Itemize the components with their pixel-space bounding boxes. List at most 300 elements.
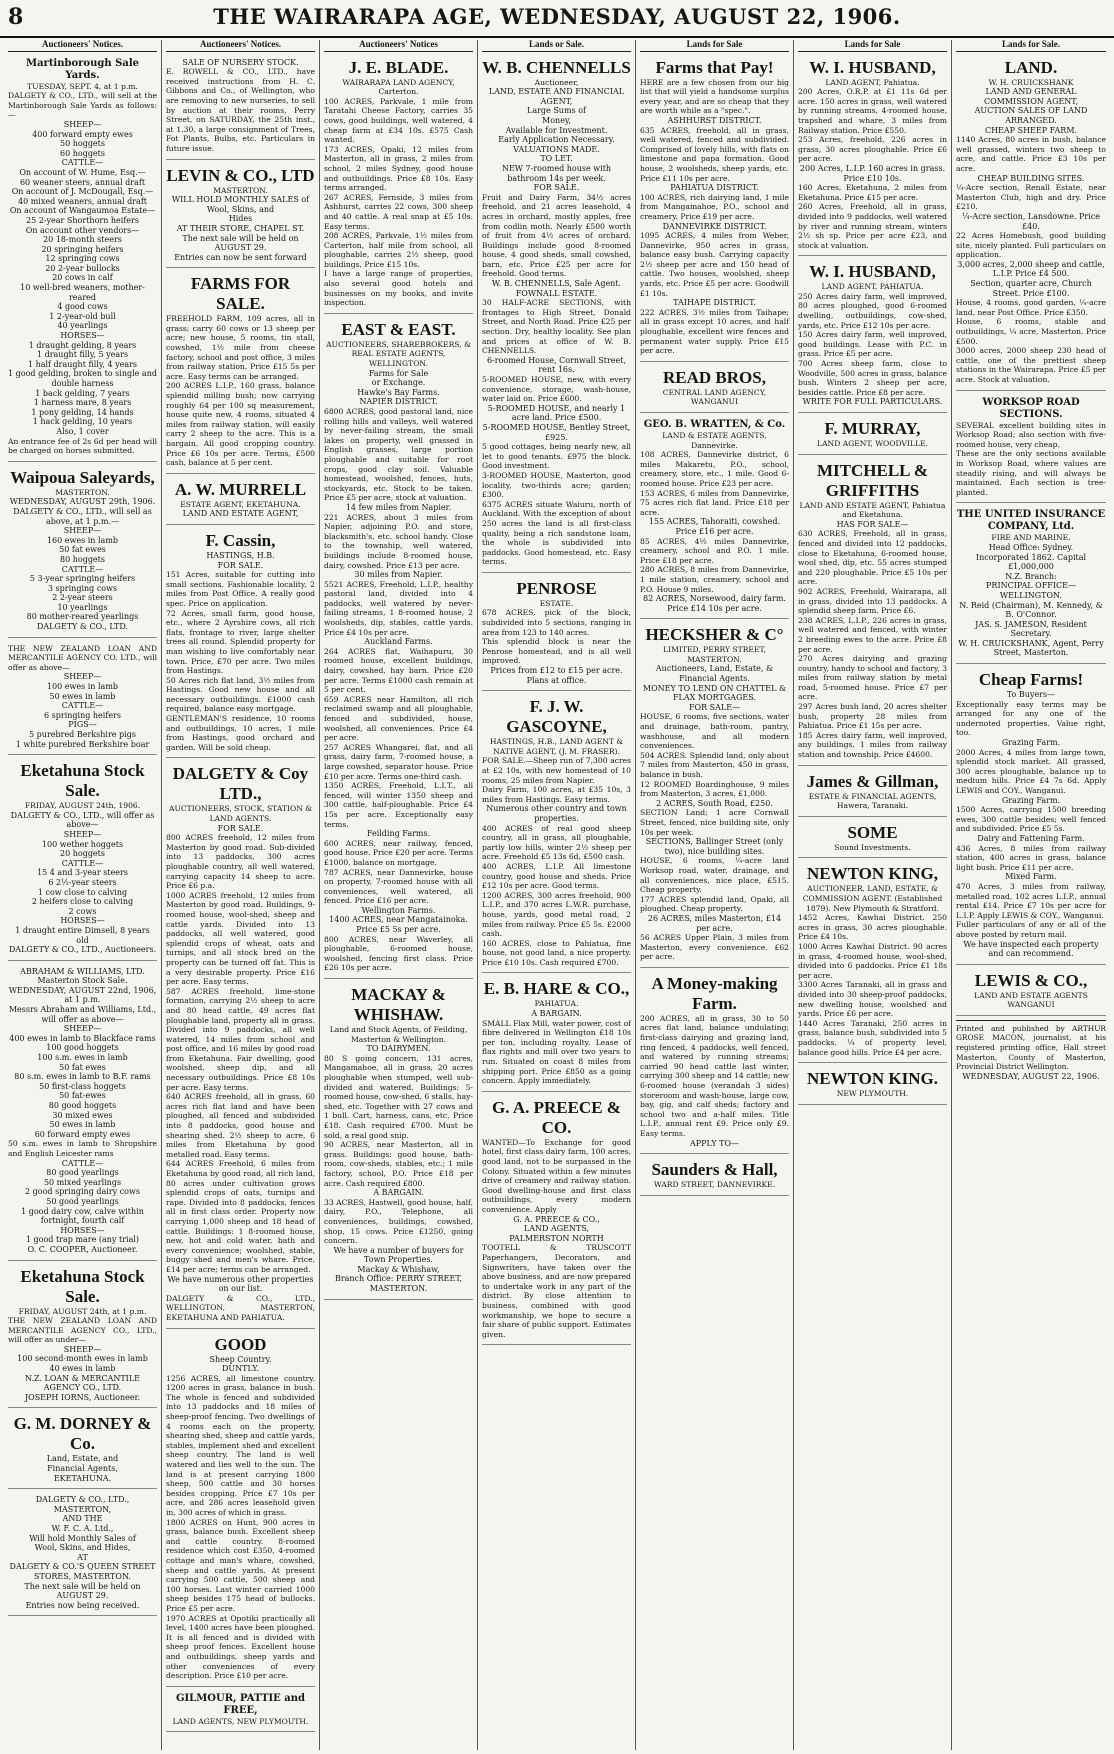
ad-line: 160 ewes in lamb: [46, 535, 119, 545]
ad-line: 222 ACRES, 3½ miles from Taihape; all in grass except 10 acres, and half ploughable, excellent wire fences and permanent water supply. Price £15 per acre.: [640, 307, 789, 356]
ad-line: 200 Acres, O.R.P. at £1 11s 6d per acre. 150 acres in grass, well watered by running streams, 4-roomed house, trapshed and whare, 3 miles from Railway station. Price £550.: [798, 87, 947, 135]
advertisement: [798, 260, 947, 413]
ad-line: 20 springing heifers: [41, 244, 124, 254]
ad-subheading: LAND AGENT, WOODVILLE.: [817, 439, 928, 448]
ad-line: Entries can now be sent forward: [174, 252, 307, 262]
ad-line: On account of W. Hume, Esq.—: [19, 167, 146, 177]
ad-line: DALGETY & CO., LTD., MASTERTON,: [35, 1495, 130, 1514]
ad-line: DALGETY & CO., LTD., Auctioneers.: [8, 945, 157, 955]
ad-heading: HECKSHER & C°: [645, 625, 784, 645]
ad-line: VALUATIONS MADE.: [513, 144, 600, 154]
ad-heading: SOME: [847, 822, 898, 842]
ad-line: 177 ACRES splendid land, Opaki, all ploughed. Cheap property.: [640, 894, 789, 914]
ad-subheading: LAND AGENT, Pahiatua.: [825, 77, 920, 87]
ad-heading: FARMS FOR SALE.: [190, 274, 291, 314]
ad-line: 200 Acres, L.I.P. 160 acres in grass. Price £10 10s.: [799, 163, 946, 183]
ad-line: Wool, Skins, and Hides,: [34, 1543, 131, 1553]
advertisement: [324, 56, 473, 314]
ad-line: PRINCIPAL OFFICE—WELLINGTON.: [986, 581, 1076, 600]
ad-line: These are the only sections available in Worksop Road, where values are steadily rising, and will always be maintained. Each section is tree-planted.: [956, 449, 1106, 497]
ad-line: GENTLEMAN'S residence, 10 rooms and outbuildings, 10 acres, 1 mile from Hastings, good orchard and garden. Will be sold cheap.: [166, 714, 315, 752]
ad-line: 1 cow close to calving: [37, 887, 128, 897]
advertisement: [640, 1158, 789, 1196]
ad-subheading: Sound Investments.: [834, 842, 911, 852]
ad-line: 2000 Acres, 4 miles from large town, splendid stock market. All grassed, 300 acres ploughable, balance up to medium hills. Price £4 7s 6d. Apply LEWIS and COY., Wanganui.: [956, 747, 1106, 795]
ad-subheading: FIRE AND MARINE.: [991, 533, 1071, 543]
ad-heading: NEWTON KING.: [807, 1069, 938, 1089]
ad-heading: EAST & EAST.: [341, 319, 456, 339]
ad-line: W. H. CRUICKSHANK, Agent, Perry Street, Masterton.: [958, 638, 1104, 658]
ad-subheading: LAND AND ESTATE AGENT, Pahiatua and Eketahuna.: [799, 500, 946, 520]
ad-line: 400 ACRES, L.I.P. All limestone country, good house and sheds. Price £12 10s per acre. Good terms.: [482, 861, 631, 891]
ad-line: 1 good gelding, broken to single and double harness: [8, 369, 157, 388]
ad-line: LAND, ESTATE AND FINANCIAL AGENT,: [488, 87, 625, 106]
ad-subheading: LAND AND ESTATE AGENTS WANGANUI: [974, 990, 1088, 1010]
ad-line: Prices from £12 to £15 per acre. Plans at office.: [490, 666, 623, 685]
column-header: Lands for Sale.: [956, 40, 1106, 52]
ad-line: 30 HALF-ACRE SECTIONS, with frontages to High Street, Donald Street, and North Road. Price £25 per section. Dry, healthy locality. See plan and prices at office of W. B. CHENNELLS.: [482, 298, 631, 356]
ad-line: 1 harness mare, 8 years: [33, 398, 132, 408]
ad-line: 60 weaner steers, annual draft: [19, 177, 146, 187]
column-3: [320, 40, 478, 1750]
colophon: Printed and published by ARTHUR GROSE MACON, journalist, at his registered printing office, Hall street Masterton, County of Masterton, Provincial District Wellington.: [956, 1020, 1106, 1072]
ad-line: AUGUST 29.: [214, 243, 267, 253]
ad-line: 659 ACRES near Hamilton, all rich reclaimed swamp and all ploughable, fenced and subdivided, house, woolshed, all conveniences. Price £4 per acre.: [324, 694, 473, 743]
ad-line: 1 draught entire Dimsell, 8 years old: [15, 925, 150, 945]
ad-line: The next sale will be held on AUGUST 29.: [24, 1581, 141, 1601]
ad-line: 400 ewes in lamb to Blackface rams: [9, 1033, 156, 1043]
ad-line: 26 ACRES, miles Masterton, £14 per acre.: [647, 913, 782, 933]
advertisement: [166, 272, 315, 474]
ad-line: FOR SALE—: [688, 702, 741, 712]
ad-heading: Cheap Farms!: [978, 670, 1084, 690]
ad-heading: G. A. PREECE & CO.: [492, 1097, 621, 1137]
ad-heading: A Money-making Farm.: [651, 973, 778, 1013]
ad-heading: W. B. CHENNELLS: [482, 57, 631, 77]
ad-line: 160 ACRES, close to Pahiatua, fine house, not good land, a nice property. Price £10 10s. Cash required £700.: [482, 938, 631, 967]
ad-line: Will hold Monthly Sales of: [29, 1533, 136, 1543]
ad-line: THE NEW ZEALAND LOAN AND MERCANTILE AGENCY CO. LTD., will offer as above—: [8, 643, 157, 672]
ad-line: DUNTLY.: [221, 1364, 260, 1374]
ad-line: 80 s.m. ewes in lamb to B.F. rams: [14, 1072, 151, 1082]
ad-heading: F. J. W. GASCOYNE,: [506, 697, 607, 737]
ad-line: 10 well-bred weaners, mother-reared: [20, 283, 145, 302]
advertisement: [324, 983, 473, 1300]
advertisement: [798, 459, 947, 766]
ad-line: 56 ACRES Upper Plain, 3 miles from Masterton, every convenience. £62 per acre.: [640, 933, 789, 962]
ad-line: 1 back gelding, 7 years: [35, 388, 130, 398]
ad-line: E. ROWELL & CO., LTD., have received instructions from H. C. Gibbons and Co., of Wellington, who are removing to new nurseries, to sell by auction at their rooms, Perry Street, on SATURDAY, the 25th inst., at 1.30, a large consignment of Trees, Fot Plants, Bulbs, etc. Particulars in future issue.: [166, 67, 315, 153]
ad-line: WEDNESDAY, AUGUST 22nd, 1906, at 1 p.m.: [8, 985, 157, 1005]
ad-heading: E. B. HARE & CO.,: [483, 979, 630, 999]
ad-line: 1 white purebred Berkshire boar: [15, 739, 150, 749]
ad-line: N. Reid (Chairman), M. Kennedy, & B. O'Connor.: [959, 600, 1103, 620]
ad-line: APPLY TO—: [689, 1138, 740, 1148]
ad-subheading: HASTINGS, H.B., LAND AGENT & NATIVE AGENT, (J. M. FRASER).: [489, 737, 624, 756]
ad-line: 1140 Acres, 80 acres in bush, balance well grassed, winters two sheep to acre, and cattle. Price £3 10s per acre.: [956, 135, 1106, 173]
newspaper-title: THE WAIRARAPA AGE, WEDNESDAY, AUGUST 22, 1906.: [213, 4, 901, 29]
ad-heading: GILMOUR, PATTIE and FREE,: [175, 1692, 306, 1716]
ad-subheading: WARD STREET, DANNEVIRKE.: [653, 1180, 776, 1190]
ad-line: 5-ROOMED HOUSE, and nearly 1 acre land. Price £500.: [487, 403, 626, 423]
ad-line: 400 ACRES of real good sheep country, all in grass, all ploughable, partly low hills, winter 2½ sheep per acre. Freehold £5 13s 6d, £500 cash.: [482, 823, 631, 862]
ad-heading: READ BROS,: [663, 367, 766, 387]
ad-line: 6 springing heifers: [44, 710, 121, 720]
ad-line: 100 s.m. ewes in lamb: [37, 1053, 128, 1063]
ad-line: 1 draught gelding, 8 years: [28, 340, 137, 350]
ad-subheading: AUCTIONEERS, STOCK, STATION & LAND AGENTS.: [168, 804, 313, 824]
ad-line: 20 18-month steers: [43, 235, 122, 245]
ad-line: 3300 Acres Taranaki, all in grass and divided into 30 sheep-proof paddocks, new dwelling house, woolshed and yards. Price £6 per acre.: [798, 980, 947, 1019]
ad-line: 1 2-year-old bull: [49, 311, 116, 321]
ad-line: A BARGAIN.: [531, 1009, 582, 1019]
ad-line: Money,: [542, 115, 571, 125]
ad-heading: DALGETY & Coy LTD.,: [172, 764, 309, 804]
ad-line: 270 Acres dairying and grazing country, handy to school and factory, 3 miles from railway station by metal road, 5-roomed house. Price £7 per acre.: [798, 654, 947, 702]
ad-heading: Farms that Pay!: [655, 57, 774, 77]
ad-line: 5 purebred Berkshire pigs: [29, 730, 136, 739]
ad-line: 470 Acres, 3 miles from railway, metalled road, 102 acres L.I.P., annual rental £14. Price £7 10s per acre for L.I.P. Apply LEWIS & COY., Wanganui.: [956, 881, 1106, 920]
ad-line: 1452 Acres, Kawhai District. 250 acres in grass, 30 acres ploughable. Price £4 10s.: [798, 913, 947, 942]
ad-line: TO LET.: [540, 154, 573, 164]
advertisement: [798, 821, 947, 859]
ad-line: 4 good cows: [57, 302, 108, 312]
ad-line: HORSES—: [60, 331, 105, 341]
ad-line: 1 pony gelding, 14 hands: [31, 407, 134, 417]
ad-line: 3,000 acres, 2,000 sheep and cattle, L.I.P. Price £4 500.: [957, 259, 1105, 279]
ad-line: DALGETY & CO., LTD., will sell at the Martinborough Sale Yards as follows:—: [8, 91, 157, 120]
ad-line: DALGETY & CO.'S QUEEN STREET STORES, MASTERTON.: [9, 1562, 156, 1581]
ad-line: 100 ewes in lamb: [46, 682, 119, 692]
advertisement: [482, 1096, 631, 1345]
ad-line: 1500 Acres, carrying 1500 breeding ewes, 300 cattle besides; well fenced and subdivided. Price £5 5s.: [956, 805, 1106, 834]
ad-line: The next sale will be held on: [182, 233, 299, 243]
advertisement: [482, 695, 631, 973]
ad-line: ¼-Acre section, Lansdowne. Price £40.: [961, 211, 1101, 231]
masthead: [0, 0, 1114, 38]
ad-line: 82 ACRES, Norsewood, dairy farm. Price £14 10s per acre.: [643, 594, 786, 613]
ad-line: DALGETY & CO., LTD., will sell as above, at 1 p.m.—: [13, 506, 152, 526]
ad-line: SEVERAL excellent building sites in Worksop Road; also section with five-roomed house, very cheap.: [956, 420, 1106, 449]
ad-line: On account other vendors—: [25, 225, 140, 235]
advertisement: [482, 977, 631, 1091]
ad-line: LAND AND GENERAL COMMISSION AGENT,: [983, 87, 1078, 106]
column-1: [4, 40, 162, 1750]
ad-line: TO DAIRYMEN.: [366, 1044, 431, 1054]
ad-line: 6-roomed House, Cornwall Street, rent 16s.: [486, 355, 627, 375]
ad-line: DALGETY & CO., LTD., WELLINGTON, MASTERTON, EKETAHUNA AND PAHIATUA.: [166, 1293, 315, 1322]
ad-line: SHEEP—: [63, 1024, 102, 1034]
ad-line: Grazing Farm.: [1001, 738, 1061, 748]
ad-line: FOR SALE.: [217, 823, 264, 833]
ad-line: 50 hoggets: [60, 139, 105, 149]
ad-line: AT THEIR STORE, CHAPEL ST.: [176, 223, 305, 233]
ad-line: ABRAHAM & WILLIAMS, LTD.: [20, 966, 145, 976]
advertisement: [8, 1412, 157, 1489]
ad-heading: W. I. HUSBAND,: [809, 262, 936, 282]
advertisement: [166, 1691, 315, 1733]
ad-line: Large Sums of: [527, 106, 586, 116]
ad-line: 3000 acres, 2000 sheep 230 head of cattle, one of the prettiest sheep stations in the Wairarapa. Price £5 per acre. Stock at valuation.: [956, 346, 1106, 384]
ad-line: WILL HOLD MONTHLY SALES of: [171, 195, 310, 205]
ad-line: 14 few miles from Napier.: [345, 502, 452, 512]
ad-line: CATTLE—: [61, 701, 104, 711]
ad-line: G. A. PREECE & CO.,: [513, 1214, 600, 1224]
ad-line: Wellington Farms.: [361, 905, 436, 915]
advertisement: [640, 417, 789, 619]
ad-line: PAHIATUA DISTRICT.: [670, 183, 759, 193]
ad-line: 6375 ACRES situate Waiuru, north of Auckland. With the exception of about 250 acres the land is all first-class quality, being a rich sandstone loam, the whole is subdivided into paddocks. Good homestead, etc. Easy terms.: [482, 499, 631, 567]
column-2: [162, 40, 320, 1750]
ad-line: N.Z. LOAN & MERCANTILE AGENCY CO., LTD.: [25, 1373, 140, 1393]
ad-line: 20 cows in calf: [52, 273, 113, 283]
ad-line: MONEY TO LEND ON CHATTEL & FLAX MORTGAGES.: [642, 683, 787, 703]
ad-line: 600 ACRES, near railway, fenced, good house. Price £20 per acre. Terms £1000, balance on mortgage.: [324, 838, 473, 867]
ad-line: SHEEP—: [63, 1344, 102, 1354]
advertisement: [324, 318, 473, 979]
ad-subheading: Auctioneer,: [534, 77, 579, 87]
ad-line: On account of Wangaumoa Estate—: [9, 206, 156, 216]
ad-line: SALE OF NURSERY STOCK.: [182, 57, 299, 67]
ad-heading: Martinborough Sale Yards.: [26, 57, 139, 81]
ad-line: HORSES—: [60, 1225, 105, 1235]
ad-line: O. C. COOPER, Auctioneer.: [27, 1244, 138, 1254]
ad-line: 1 good dairy cow, calve within fortnight, fourth calf: [21, 1206, 144, 1226]
ad-line: 250 Acres dairy farm, well improved, 80 acres ploughed, good 6-roomed dwelling, outbuildings, cow-shed, yards, etc. Price £12 10s per acre.: [798, 291, 947, 330]
ad-line: 1400 ACRES, near Mangatainoka. Price £5 5s per acre.: [329, 915, 468, 935]
ad-line: Incorporated 1862. Capital £1,000,000: [975, 552, 1087, 572]
ad-line: 100 ACRES, rich dairying land, 1 mile from Mangamahoe, P.O., school and creamery. Price £19 per acre.: [640, 192, 789, 221]
ad-line: 50 mixed yearlings: [43, 1177, 122, 1187]
ad-line: 108 ACRES, Dannevirke district, 6 miles Makaretu, P.O., school, creamery, store, etc., 1 mile. Good 6-roomed house. Price £23 per acre.: [640, 450, 789, 488]
ad-line: 635 ACRES, freehold, all in grass, well watered, fenced and subdivided. Comprised of lovely hills, with flats on limestone and papa formation. Good house, 2 woolsheds, sheep yards, etc. Price £11 10s per acre.: [640, 125, 789, 183]
ad-line: Mackay & Whishaw,: [357, 1264, 440, 1274]
ad-line: 12 ROOMED Boardinghouse, 9 miles from Masterton, 3 acres, £1,000.: [640, 779, 789, 799]
ad-subheading: AUCTIONEERS, SHAREBROKERS, & REAL ESTATE AGENTS, WELLINGTON.: [326, 339, 471, 369]
ad-line: PALMERSTON NORTH: [509, 1233, 604, 1243]
ad-line: We have inspected each property and can recommend.: [963, 939, 1099, 959]
ad-line: 50 ewes in lamb: [49, 691, 116, 701]
ad-heading: A. W. MURRELL: [174, 479, 307, 499]
advertisement: [8, 965, 157, 1261]
ad-line: SECTION Land; 1 acre Cornwall Street, fenced, nice building site, only 10s per week.: [640, 808, 789, 837]
ad-line: DALGETY & CO., LTD., will offer as above—: [10, 810, 155, 830]
ad-line: WRITE FOR FULL PARTICULARS.: [802, 397, 943, 407]
ad-heading: GEO. B. WRATTEN, & Co.: [643, 419, 786, 430]
ad-line: Wool, Skins, and: [206, 204, 275, 214]
advertisement: [166, 1333, 315, 1687]
ad-line: 678 ACRES, pick of the block, subdivided into 5 sections, ranging in area from 123 to 140 acres.: [482, 608, 631, 637]
advertisement: [640, 623, 789, 968]
ad-line: CATTLE—: [61, 564, 104, 574]
ad-line: 700 Acres sheep farm, close to Woodville, 500 acres in grass, balance bush. Winters 2 sheep per acre, besides cattle. Price £8 per acre.: [798, 359, 947, 397]
advertisement: [166, 529, 315, 758]
advertisement: [166, 762, 315, 1328]
ad-line: 5 3-year springing heifers: [29, 574, 136, 584]
ad-line: LAND AND ESTATE AGENT,: [182, 509, 299, 519]
ad-line: FOR SALE.: [217, 560, 264, 570]
ad-line: CHEAP BUILDING SITES.: [977, 173, 1085, 183]
ad-heading: Eketahuna Stock Sale.: [20, 1266, 145, 1306]
ad-line: DANNEVIRKE DISTRICT.: [662, 221, 767, 231]
ad-line: FREEHOLD FARM, 109 acres, all in grass; carry 60 cows or 13 sheep per acre; new house, 5 rooms, tin stall, cowshed, 1½ mile from cheese factory, school and post office, 3 miles from railway station. Price £15 5s per acre. Easy terms can be arranged.: [166, 314, 315, 381]
ad-heading: WORKSOP ROAD SECTIONS.: [982, 396, 1080, 420]
ad-line: 80 S going concern, 131 acres, Mangamahoe, all in grass, 20 acres ploughable when stumped, well sub-divided and watered. Buildings: 5-roomed house, cow-shed, 6 stalls, hay-shed, etc. Together with 27 cows and 1 bull. Cart, harness, cans, etc. Price £18. Cash required £700. Must be sold, a real good snip.: [324, 1053, 473, 1140]
ad-line: 644 ACRES Freehold, 6 miles from Eketahuna by good road, all rich land, 80 acres under cultivation grows splendid crops of oats, turnips and rape. Divided into 8 paddocks, fences all in first class order. Property now carrying 1,000 sheep and 18 head of cattle. Buildings: 1 8-roomed house, new, hot and cold water, bath and every convenience; woolshed, stable, buggy shed and men's whare. Price, £14 per acre; terms can be arranged.: [166, 1159, 315, 1274]
ad-subheading: MASTERTON.: [55, 487, 110, 497]
ad-line: Available for Investment.: [505, 125, 608, 135]
ad-heading: G. M. DORNEY & Co.: [13, 1414, 152, 1454]
ad-line: HASTINGS, H.B.: [206, 550, 275, 560]
advertisement: [166, 164, 315, 269]
ad-line: HOUSE, 6 rooms, five sections, water and drainage, bath-room, pantry, washhouse, and all modern conveniences.: [640, 712, 789, 751]
ad-line: 50 Acres rich flat land, 3½ miles from Hastings. Good new house and all necessary outbuildings. £1000 cash required, balance easy mortgage.: [166, 675, 315, 714]
columns-container: [4, 40, 1110, 1750]
ad-line: I have a large range of properties, also several good hotels and businesses on my books, and invite inspection.: [324, 269, 473, 308]
ad-line: 155 ACRES, Tahoraiti, cowshed. Price £16 per acre.: [648, 517, 781, 536]
ad-subheading: ESTATE & FINANCIAL AGENTS, Hawera, Taranaki.: [808, 791, 937, 811]
ad-line: 100 wether hoggets: [41, 839, 124, 849]
ad-line: 2 cows: [68, 906, 97, 916]
ad-line: SMALL Flax Mill, water power, cost of fibre delivered in Wellington £18 10s per ton, including royalty. Lease of flax rights and mill over two years to run. Situated on coast 8 miles from shipping port. Price £850 as a going concern. Apply immediately.: [482, 1018, 631, 1086]
advertisement: [798, 1067, 947, 1105]
ad-line: 30 miles from Napier.: [354, 570, 443, 580]
ad-line: 280 ACRES, 8 miles from Dannevirke, 1 mile station, creamery, school and P.O. House 9 miles.: [640, 565, 789, 594]
ad-line: ¼-Acre section, Renall Estate, near Masterton Club, high and dry. Price £210.: [956, 183, 1106, 212]
ad-line: W. B. CHENNELLS, Sale Agent.: [491, 279, 622, 289]
ad-line: Hawke's Bay Farms.: [357, 387, 440, 397]
ad-line: WANTED—To Exchange for good hotel, first class dairy farm, 100 acres, good land, not to be surpassed in the Colony. Situated within a few minutes drive of creamery and railway station. Good dwelling-house and first class outbuildings, every modern convenience. Apply: [482, 1137, 632, 1214]
ad-line: 257 ACRES Whangarei, flat, and all grass, dairy farm, 7-roomed house, a large cowshed, separator house. Price £10 per acre. Terms one-third cash.: [324, 742, 473, 781]
ad-line: TAIHAPE DISTRICT.: [673, 298, 756, 308]
ad-line: Feilding Farms.: [366, 829, 431, 839]
ad-subheading: Land and Stock Agents, of Feilding, Masterton & Wellington.: [329, 1025, 468, 1044]
ad-line: CATTLE—: [61, 158, 104, 168]
ad-line: 208 ACRES, Parkvale, 1½ miles from Carterton, half mile from school, all ploughable, carries 2½ sheep, good buildings, Price £15 10s.: [324, 231, 473, 269]
ad-line: 1095 ACRES, 4 miles from Weber, Dannevirke, 950 acres in grass, balance easy bush. Carrying capacity 2½ sheep per acre and 150 head of cattle. Two houses, woolshed, sheep yards, etc. Price £5 per acre. Goodwill £1 10s.: [640, 231, 789, 298]
ad-line: 1440 Acres Taranaki, 250 acres in grass, balance bush, subdivided into 5 paddocks, ¼ of property level, balance good hills. Price £4 per acre.: [798, 1018, 947, 1057]
ad-line: 297 Acres bush land, 20 acres shelter bush, property 28 miles from Pahiatua. Price £1 15s per acre.: [798, 702, 947, 731]
ad-line: 2 heifers close to calving: [31, 897, 134, 907]
ad-line: 1 hack gelding, 10 years: [32, 417, 133, 427]
column-header: Auctioneers' Notices: [324, 40, 473, 52]
ad-line: 2 2-year steers: [52, 593, 113, 603]
ad-line: LAND AGENTS,: [523, 1224, 590, 1234]
ad-line: 60 forward empty ewes: [34, 1129, 131, 1139]
ad-line: 153 ACRES, 6 miles from Dannevirke, 75 acres rich flat land. Price £18 per acre.: [640, 488, 789, 517]
column-5: [636, 40, 794, 1750]
advertisement: [482, 56, 631, 573]
ad-line: 6800 ACRES, good pastoral land, nice rolling hills and valleys, well watered by never-failing stream, the small lakes on property, well grassed in English grasses, large portion ploughable and suitable for root crops, good clay soil. Valuable homestead, woolshed, fences, huts, stockyards, etc. Stock to be taken. Price £5 per acre, stock at valuation.: [324, 407, 473, 503]
ad-subheading: ESTATE AGENT, EKETAHUNA.: [180, 499, 301, 509]
ad-subheading: W. H. CRUICKSHANK: [988, 77, 1074, 87]
advertisement: [8, 759, 157, 961]
ad-subheading: TUESDAY, SEPT. 4, at 1 p.m.: [27, 81, 138, 91]
ad-heading: Eketahuna Stock Sale.: [20, 761, 145, 801]
advertisement: [8, 1265, 157, 1409]
column-7: [952, 40, 1110, 1750]
ad-line: 587 ACRES freehold, lime-stone formation, carrying 2½ sheep to acre and 80 head cattle, 49 acres flat ploughable land, property all in grass. Divided into 9 paddocks, all well watered, 14 miles from school and post office, and 16 miles by good road from Eketahuna. Fair dwelling, good woolshed, sheep dip, and all necessary outbuildings. Price £8 10s per acre. Easy terms.: [166, 986, 315, 1092]
ad-line: 5-ROOMED HOUSE, Bentley Street, £925.: [482, 422, 631, 442]
ad-line: 504 ACRES. Splendid land, only about 7 miles from Masterton, 450 in grass, balance in bush.: [640, 750, 789, 779]
ad-line: 90 ACRES, near Masterton, all in grass. Buildings: good house, bath-room, cow-sheds, stables, etc.; 1 mile factory, school, P.O. Price £18 per acre. Cash required £800.: [324, 1140, 473, 1188]
ad-heading: LEWIS & CO.,: [974, 970, 1088, 990]
ad-subheading: FRIDAY, AUGUST 24th, at 1 p.m.: [18, 1306, 147, 1316]
ad-subheading: WAIRARAPA LAND AGENCY, Carterton.: [342, 77, 455, 97]
column-header: Lands for Sale: [798, 40, 947, 52]
ad-subheading: LAND & ESTATE AGENTS, Dannevirke.: [662, 431, 767, 450]
ad-line: An entrance fee of 2s 6d per head will be charged on horses submitted.: [8, 436, 157, 456]
ad-line: 40 mixed weaners, annual draft: [17, 196, 148, 206]
column-header: Lands or Sale.: [482, 40, 631, 52]
ad-subheading: CENTRAL LAND AGENCY, WANGANUI: [662, 387, 767, 407]
column-header: Auctioneers' Notices.: [8, 40, 157, 52]
ad-subheading: AUCTIONEER, LAND, ESTATE, & COMMISSION AGENT. (Established 1879). New Plymouth & Stratford.: [802, 884, 943, 913]
ad-line: 2 ACRES, South Road, £250.: [656, 798, 773, 808]
ad-line: 902 ACRES, Freehold, Wairarapa, all in grass, divided into 13 paddocks. A splendid sheep farm. Price £6.: [798, 586, 947, 616]
ad-line: 3-ROOMED HOUSE, Masterton, good locality, two-thirds acre; garden; £300.: [482, 470, 631, 500]
advertisement: [640, 56, 789, 362]
ad-line: ASHHURST DISTRICT.: [667, 115, 762, 125]
ad-line: SHEEP—: [63, 672, 102, 682]
ad-heading: J. E. BLADE.: [348, 57, 449, 77]
ad-line: 40 ewes in lamb: [49, 1364, 116, 1374]
ad-line: Farms for Sale: [368, 368, 429, 378]
ad-line: Fuller particulars of any or all of the above posted by return mail.: [956, 920, 1106, 939]
ad-line: 200 ACRES L.I.P., 160 grass, balance splendid milling bush; now carrying roughly 64 per 100 sq measurement, house quite new, 4 rooms, situated 4 miles from railway station, will easily carry 2 sheep to the acre. This is a bargain. All good cropping country. Price £6 10s per acre. Terms, £500 cash, balance at 5 per cent.: [166, 381, 315, 468]
advertisement: [956, 56, 1106, 391]
ad-line: 30 mixed ewes: [52, 1110, 113, 1120]
advertisement: [8, 642, 157, 756]
ad-subheading: LIMITED, PERRY STREET, MASTERTON.: [663, 645, 766, 664]
ad-line: NEW 7-roomed house with bathroom 14s per week.: [501, 163, 612, 183]
ad-heading: MACKAY & WHISHAW.: [351, 985, 446, 1025]
ad-subheading: ESTATE.: [539, 598, 574, 608]
ad-line: CATTLE—: [61, 1158, 104, 1168]
ad-subheading: MASTERTON.: [213, 185, 268, 195]
ad-line: JOSEPH IORNS, Auctioneer.: [24, 1392, 141, 1402]
ad-line: SHEEP—: [63, 119, 102, 129]
ad-line: Numerous other country and town properties.: [486, 804, 627, 823]
ad-line: 50 fat ewes: [59, 545, 106, 555]
ad-line: DALGETY & CO., LTD.: [36, 622, 129, 632]
ad-line: 25 2-year Shorthorn heifers: [26, 215, 139, 225]
advertisement: [640, 972, 789, 1154]
ad-heading: MITCHELL & GRIFFITHS: [817, 460, 928, 500]
ad-line: 15 4 and 3-year steers: [37, 868, 128, 878]
ad-line: N.Z. Branch:: [1005, 571, 1057, 581]
ad-line: 50 s.m. ewes in lamb to Shropshire and English Leicester rams: [8, 1139, 157, 1158]
ad-line: WEDNESDAY, AUGUST 29th, 1906.: [9, 497, 156, 507]
ad-line: Entries now being received.: [25, 1600, 140, 1610]
advertisement: [8, 56, 157, 462]
ad-line: 20 2-year bullocks: [45, 263, 120, 273]
ad-line: 12 springing cows: [45, 254, 120, 264]
ad-line: 1 draught filly, 5 years: [36, 350, 129, 360]
ad-line: Mixed Farm.: [1005, 872, 1057, 882]
advertisement: [798, 56, 947, 257]
ad-heading: James & Gillman,: [806, 771, 939, 791]
ad-line: House, 6 rooms, stable and outbuildings, ¼ acre, Masterton. Price £500.: [956, 317, 1106, 346]
ad-line: 80 good hoggets: [48, 1101, 117, 1110]
ad-line: 5-ROOMED HOUSE, new, with every convenience, storage, wash-house, water laid on. Price £600.: [482, 375, 631, 404]
ad-heading: THE UNITED INSURANCE COMPANY, Ltd.: [956, 509, 1106, 533]
ad-line: Exceptionally easy terms may be arranged for any one of the undernoted properties. Value right, too.: [956, 699, 1106, 738]
ad-line: 260 Acres, Freehold, all in grass, divided into 9 paddocks, well watered by river and running stream, winters 2½ sh sp. Price per acre £23, and stock at valuation.: [798, 202, 947, 250]
ad-line: 80 good yearlings: [46, 1168, 119, 1178]
ad-line: 800 ACRES freehold, 12 miles from Masterton by good road. Sub-divided into 13 paddocks, 300 acres ploughable country, all well watered, carrying capacity 14 sheep to acre. Price £6 p.a.: [166, 833, 315, 891]
ad-line: HERE are a few chosen from our big list that will yield a handsome surplus every year, and are so cheap that they are worth while as a "spec.".: [640, 77, 789, 116]
